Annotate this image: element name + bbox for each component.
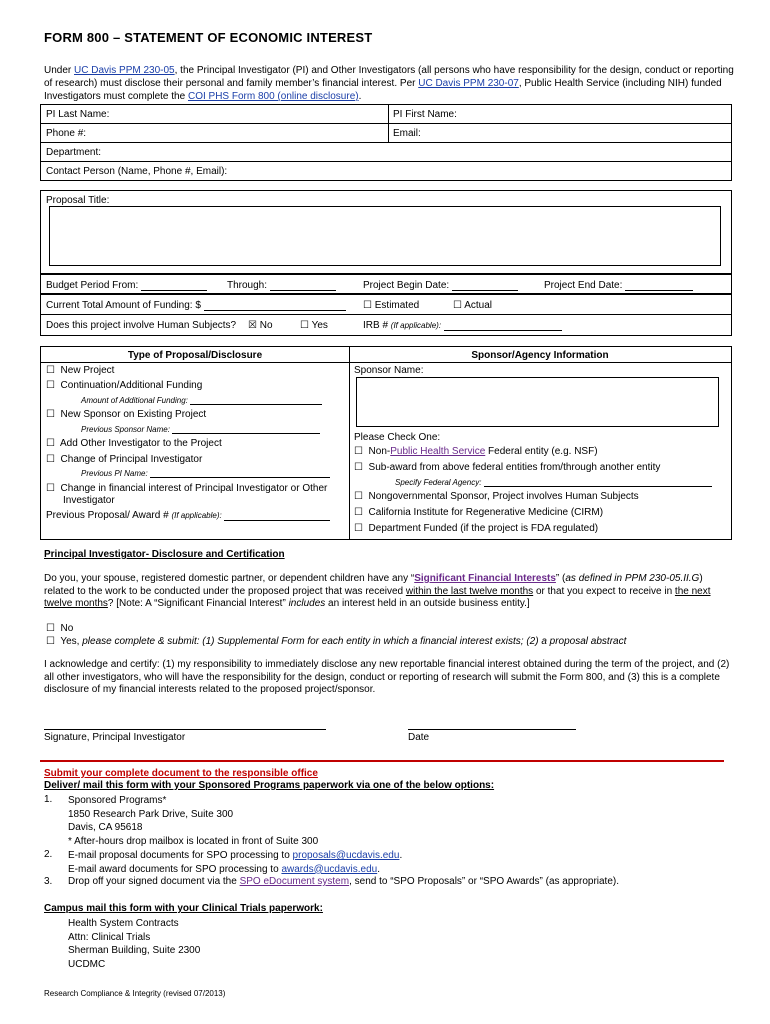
- new-sponsor-option[interactable]: [46, 409, 206, 420]
- footer: Research Compliance & Integrity (revised 07/2013): [44, 989, 226, 998]
- text: as defined in PPM 230-05.II.G: [565, 573, 700, 584]
- begin-date-label: [363, 280, 518, 291]
- prev-sponsor-label: [81, 425, 320, 434]
- checkbox-icon[interactable]: ☐: [46, 380, 55, 391]
- contact-row: [40, 161, 732, 181]
- funding-input[interactable]: [204, 301, 346, 311]
- sub-award-option[interactable]: [354, 462, 660, 473]
- label: Yes,: [60, 636, 83, 647]
- checked-box-icon[interactable]: ☒: [248, 320, 257, 331]
- prev-pi-label: [81, 469, 330, 478]
- sfi-no-option[interactable]: [46, 623, 73, 634]
- drop-off-line: [68, 876, 619, 887]
- contact-person-label[interactable]: Contact Person (Name, Phone #, Email):: [46, 166, 228, 177]
- text: ” (: [555, 573, 566, 584]
- awards-email-link[interactable]: awards@ucdavis.edu: [281, 863, 378, 875]
- label-note: (If applicable):: [171, 511, 222, 520]
- signature-input[interactable]: [44, 729, 326, 730]
- human-subjects-row: [40, 314, 732, 336]
- budget-through-label: [227, 280, 336, 291]
- human-yes-option[interactable]: [300, 320, 328, 331]
- address-line: Davis, CA 95618: [68, 822, 143, 834]
- type-header: Type of Proposal/Disclosure: [127, 350, 263, 361]
- checkbox-icon[interactable]: ☐: [300, 320, 309, 331]
- sfi-yes-option[interactable]: [46, 636, 626, 647]
- text: Drop off your signed document via the: [68, 876, 240, 887]
- proposal-type-table: [40, 346, 732, 540]
- phs-link[interactable]: Public Health Service: [390, 446, 486, 457]
- continuation-option[interactable]: [46, 380, 202, 391]
- intro-text: , the Principal Investigator (PI) and Other Investigators (all persons who have responsibility for the design, conduct or reporting of research) must disclose their personal and family member’s financial interest. Per: [44, 65, 734, 89]
- sponsor-name-label: Sponsor Name:: [354, 365, 424, 376]
- address-line: UCDMC: [68, 958, 106, 970]
- pi-first-name-label[interactable]: PI First Name:: [393, 109, 457, 120]
- funding-row: [40, 294, 732, 315]
- address-line: Attn: Clinical Trials: [68, 931, 151, 943]
- red-divider: [40, 760, 724, 762]
- label: Actual: [464, 300, 492, 311]
- label: Project Begin Date:: [363, 280, 450, 291]
- option-number: 3.: [44, 876, 53, 887]
- label: Previous PI Name:: [81, 469, 148, 478]
- text: an interest held in an outside business entity.]: [325, 598, 530, 609]
- label: Previous Proposal/ Award #: [46, 510, 169, 521]
- checkbox-icon[interactable]: ☐: [46, 438, 55, 449]
- email-options: [68, 849, 402, 876]
- text: Do you, your spouse, registered domestic partner, or dependent children have any “: [44, 573, 415, 584]
- non-phs-option[interactable]: [354, 446, 598, 457]
- signature-label: Signature, Principal Investigator: [44, 732, 186, 743]
- label: Sub-award from above federal entities from/through another entity: [368, 462, 661, 473]
- dept-funded-option[interactable]: [354, 523, 598, 534]
- specify-agency-input[interactable]: [484, 479, 712, 487]
- checkbox-icon[interactable]: ☐: [46, 623, 55, 634]
- sfi-question: [44, 573, 732, 611]
- budget-from-label: [46, 280, 207, 291]
- irb-input[interactable]: [444, 321, 562, 331]
- phone-label[interactable]: Phone #:: [46, 128, 87, 139]
- label: Amount of Additional Funding:: [81, 396, 188, 405]
- label: Through:: [227, 280, 268, 291]
- department-row: [40, 142, 732, 162]
- actual-option[interactable]: [453, 300, 492, 311]
- prev-proposal-input[interactable]: [224, 511, 330, 521]
- sponsor-header: Sponsor/Agency Information: [471, 350, 609, 361]
- email-proposal-line: [68, 849, 402, 863]
- sponsor-name-input[interactable]: [356, 377, 719, 427]
- prev-pi-input[interactable]: [150, 470, 330, 478]
- label: New Project: [60, 365, 115, 376]
- address-line: Sherman Building, Suite 2300: [68, 945, 201, 957]
- label: Previous Sponsor Name:: [81, 425, 170, 434]
- specify-agency-label: [395, 478, 712, 487]
- checkbox-icon[interactable]: ☐: [354, 462, 363, 473]
- clinical-trials-address: [68, 917, 200, 971]
- label: Current Total Amount of Funding: $: [46, 300, 201, 311]
- address-line: Sponsored Programs*: [68, 795, 167, 806]
- amount-input[interactable]: [190, 397, 322, 405]
- checkbox-icon[interactable]: ☐: [46, 636, 55, 647]
- date-input[interactable]: [408, 729, 576, 730]
- label: Budget Period From:: [46, 280, 139, 291]
- label: California Institute for Regenerative Medicine (CIRM): [368, 507, 604, 518]
- label: Department Funded (if the project is FDA regulated): [368, 523, 599, 534]
- ppm-230-07-link[interactable]: UC Davis PPM 230-07: [418, 78, 519, 89]
- budget-from-input[interactable]: [141, 281, 207, 291]
- acknowledgement-text: I acknowledge and certify: (1) my responsibility to immediately disclose any new reportable financial interest obtained during the term of the project, and (2) all other investigators, who will have the responsibility for the design, conduct or reporting of research will submit the Form 800, and (3) this is a complete disclosure of my financial interests related to the proposed project/sponsor.: [44, 659, 730, 695]
- label: Change in financial interest of Principal Investigator or Other: [60, 483, 328, 494]
- text: .: [377, 863, 380, 875]
- checkbox-icon[interactable]: ☐: [46, 365, 55, 376]
- begin-date-input[interactable]: [452, 281, 518, 291]
- submit-heading: Submit your complete document to the responsible office: [44, 768, 318, 779]
- proposals-email-link[interactable]: proposals@ucdavis.edu: [292, 850, 400, 861]
- label: Non-: [368, 446, 391, 457]
- new-project-option[interactable]: [46, 365, 114, 376]
- form-title: FORM 800 – STATEMENT OF ECONOMIC INTEREST: [44, 30, 373, 45]
- label: Nongovernmental Sponsor, Project involves Human Subjects: [368, 491, 639, 502]
- label: No: [60, 623, 74, 634]
- text: includes: [288, 598, 326, 609]
- email-label[interactable]: Email:: [393, 128, 421, 139]
- checkbox-icon[interactable]: ☐: [354, 523, 363, 534]
- cirm-option[interactable]: [354, 507, 603, 518]
- proposal-title-input[interactable]: [49, 206, 721, 266]
- pi-disclosure-heading: Principal Investigator- Disclosure and Certification: [44, 549, 285, 560]
- budget-through-input[interactable]: [270, 281, 336, 291]
- checkbox-icon[interactable]: ☐: [354, 491, 363, 502]
- label: Estimated: [374, 300, 420, 311]
- checkbox-icon[interactable]: ☐: [354, 507, 363, 518]
- label: New Sponsor on Existing Project: [60, 409, 207, 420]
- text: , send to “SPO Proposals” or “SPO Awards” (as appropriate).: [349, 876, 620, 887]
- pi-name-row: [40, 104, 732, 124]
- text: ) related to the work to be conducted under the proposed project that was received: [44, 573, 703, 597]
- option-number: 2.: [44, 849, 53, 860]
- proposal-title-label: Proposal Title:: [46, 195, 110, 206]
- add-investigator-option[interactable]: [46, 438, 222, 449]
- nongov-option[interactable]: [354, 491, 639, 502]
- funding-label: [46, 300, 346, 311]
- please-check-label: Please Check One:: [354, 432, 441, 443]
- proposal-title-row: [40, 190, 732, 274]
- address-line: 1850 Research Park Drive, Suite 300: [68, 808, 234, 820]
- label: Project End Date:: [544, 280, 623, 291]
- checkbox-icon[interactable]: ☐: [46, 454, 55, 465]
- date-label: Date: [408, 732, 430, 743]
- checkbox-icon[interactable]: ☐: [363, 300, 372, 311]
- intro-text: Under: [44, 65, 75, 76]
- budget-row: [40, 274, 732, 294]
- label: IRB #: [363, 320, 389, 331]
- text: E-mail proposal documents for SPO processing to: [68, 850, 293, 861]
- change-financial-option[interactable]: [46, 483, 327, 507]
- sfi-link[interactable]: Significant Financial Interests: [414, 573, 556, 584]
- label: No: [259, 320, 273, 331]
- intro-text: .: [358, 91, 362, 102]
- estimated-option[interactable]: [363, 300, 419, 311]
- divider: [41, 362, 731, 363]
- label: Yes: [311, 320, 328, 331]
- intro-paragraph: [44, 64, 734, 103]
- address-line: Health System Contracts: [68, 918, 179, 929]
- human-no-option[interactable]: [248, 320, 273, 331]
- text: within the last twelve months: [405, 585, 534, 597]
- end-date-input[interactable]: [625, 281, 693, 291]
- pi-last-name-label[interactable]: PI Last Name:: [46, 109, 110, 120]
- ppm-230-05-link[interactable]: UC Davis PPM 230-05: [74, 65, 175, 76]
- change-pi-option[interactable]: [46, 454, 202, 465]
- divider: [349, 347, 350, 539]
- text: or that you expect to receive in: [533, 585, 675, 597]
- irb-label: [363, 320, 562, 331]
- coi-phs-form-link[interactable]: COI PHS Form 800 (online disclosure): [187, 91, 359, 102]
- divider: [388, 124, 389, 142]
- label: Federal entity (e.g. NSF): [485, 446, 598, 457]
- label: Change of Principal Investigator: [60, 454, 203, 465]
- end-date-label: [544, 280, 693, 291]
- address-line: * After-hours drop mailbox is located in front of Suite 300: [68, 835, 319, 847]
- text: the next twelve months: [44, 585, 711, 609]
- label: Continuation/Additional Funding: [60, 380, 203, 391]
- label: Investigator: [63, 495, 115, 506]
- label: Specify Federal Agency:: [395, 478, 482, 487]
- sponsored-programs-address: [68, 794, 318, 848]
- text: .: [399, 850, 403, 861]
- human-subjects-label: Does this project involve Human Subjects?: [46, 320, 237, 331]
- checkbox-icon[interactable]: ☐: [46, 483, 55, 494]
- intro-text: , Public Health Service (including NIH) funded Investigators must complete the: [44, 78, 722, 102]
- edocument-link[interactable]: SPO eDocument system: [239, 876, 350, 887]
- email-award-line: [68, 863, 402, 877]
- text: ? [Note: A “Significant Financial Interest”: [107, 598, 289, 609]
- amount-label: [81, 396, 322, 405]
- text: E-mail award documents for SPO processing to: [68, 863, 282, 875]
- checkbox-icon[interactable]: ☐: [46, 409, 55, 420]
- campus-mail-heading: Campus mail this form with your Clinical Trials paperwork:: [44, 903, 323, 914]
- prev-sponsor-input[interactable]: [172, 426, 320, 434]
- label: please complete & submit: (1) Supplemental Form for each entity in which a financial interest exists; (2) a proposal abstract: [82, 636, 627, 647]
- phone-row: [40, 123, 732, 143]
- department-label[interactable]: Department:: [46, 147, 102, 158]
- label-note: (If applicable):: [390, 321, 442, 330]
- checkbox-icon[interactable]: ☐: [354, 446, 363, 457]
- checkbox-icon[interactable]: ☐: [453, 300, 462, 311]
- divider: [388, 105, 389, 123]
- deliver-heading: Deliver/ mail this form with your Sponsored Programs paperwork via one of the below options:: [44, 780, 495, 791]
- prev-proposal-label: [46, 510, 330, 521]
- option-number: 1.: [44, 794, 53, 805]
- label: Add Other Investigator to the Project: [59, 438, 222, 449]
